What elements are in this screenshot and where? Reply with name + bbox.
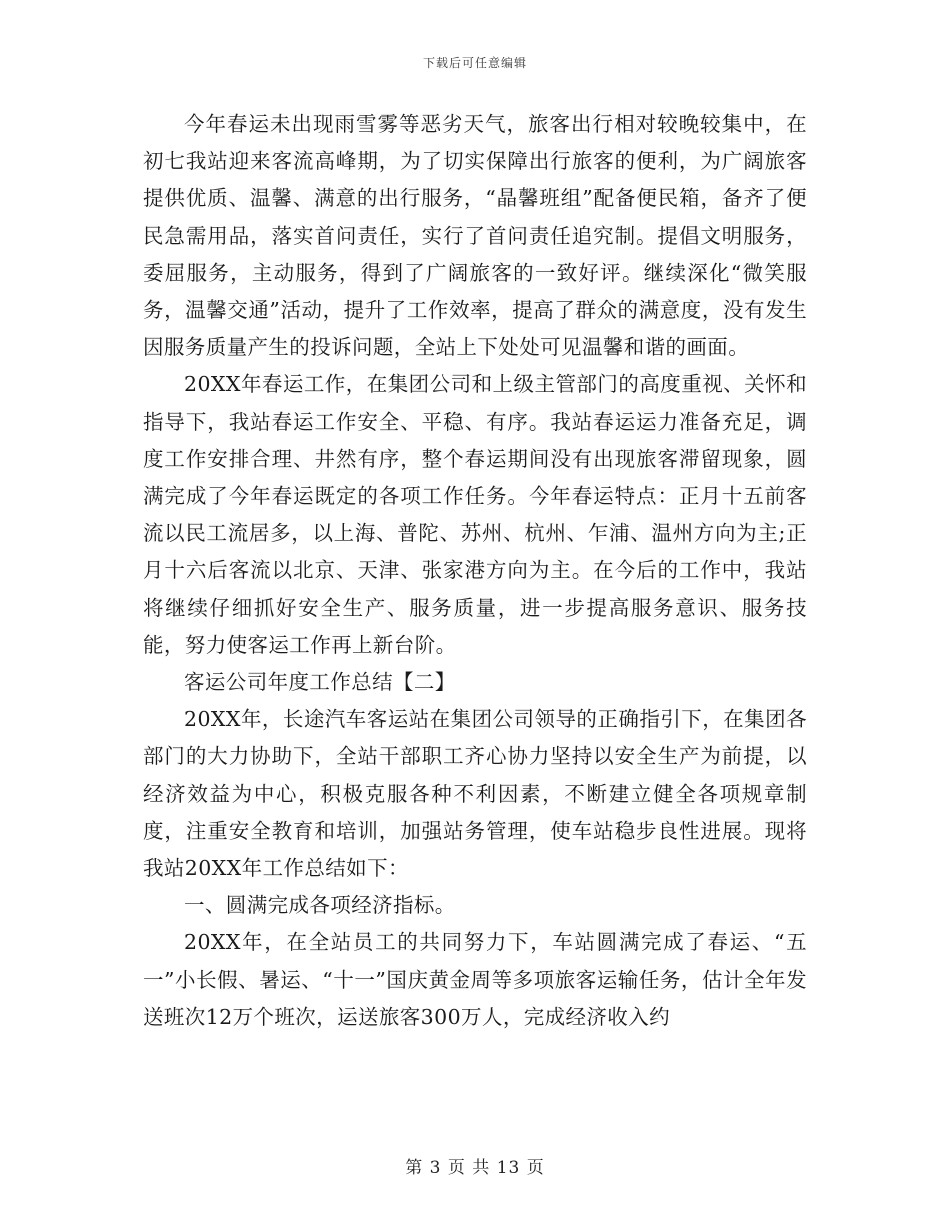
paragraph-economic-indicators: 20XX年，在全站员工的共同努力下，车站圆满完成了春运、“五一”小长假、暑运、“十一”国庆黄金周等多项旅客运输任务，估计全年发送班次12万个班次，运送旅客300万人，完成经济收入约 xyxy=(143,930,807,1029)
document-body xyxy=(143,106,807,1036)
page-header: 下载后可任意编辑 xyxy=(422,56,527,70)
subsection-heading: 一、圆满完成各项经济指标。 xyxy=(184,893,456,918)
page-number: 第 3 页 共 13 页 xyxy=(405,1158,545,1178)
paragraph-spring-service: 今年春运未出现雨雪雾等恶劣天气，旅客出行相对较晚较集中，在初七我站迎来客流高峰期，为了切实保障出行旅客的便利，为广阔旅客提供优质、温馨、满意的出行服务，“晶馨班组”配备便民箱，备齐了便民急需用品，落实首问责任，实行了首问责任追究制。提倡文明服务，委屈服务，主动服务，得到了广阔旅客的一致好评。继续深化“微笑服务，温馨交通”活动，提升了工作效率，提高了群众的满意度，没有发生因服务质量产生的投诉问题，全站上下处处可见温馨和谐的画面。 xyxy=(143,112,807,360)
section-heading: 客运公司年度工作总结【二】 xyxy=(184,670,456,695)
paragraph-annual-intro: 20XX年，长途汽车客运站在集团公司领导的正确指引下，在集团各部门的大力协助下，全站干部职工齐心协力坚持以安全生产为前提，以经济效益为中心，积极克服各种不利因素，不断建立健全各项规章制度，注重安全教育和培训，加强站务管理，使车站稳步良性进展。现将我站20XX年工作总结如下： xyxy=(143,707,807,881)
paragraph-spring-summary: 20XX年春运工作，在集团公司和上级主管部门的高度重视、关怀和指导下，我站春运工作安全、平稳、有序。我站春运运力准备充足，调度工作安排合理、井然有序，整个春运期间没有出现旅客滞留现象，圆满完成了今年春运既定的各项工作任务。今年春运特点：正月十五前客流以民工流居多，以上海、普陀、苏州、杭州、乍浦、温州方向为主;正月十六后客流以北京、天津、张家港方向为主。在今后的工作中，我站将继续仔细抓好安全生产、服务质量，进一步提高服务意识、服务技能，努力使客运工作再上新台阶。 xyxy=(143,372,807,657)
